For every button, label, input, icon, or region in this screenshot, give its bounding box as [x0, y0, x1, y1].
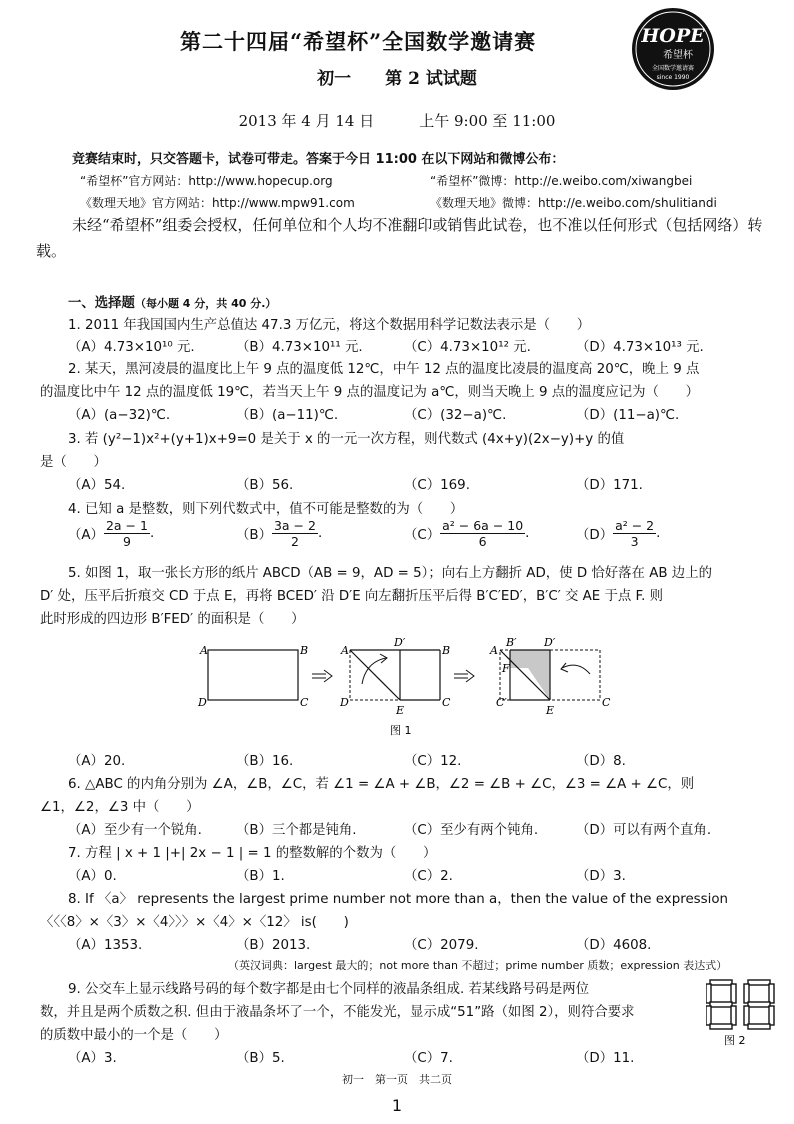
q9-option-a: （A）3.: [68, 1051, 117, 1066]
q6-option-a: （A）至少有一个锐角.: [68, 823, 202, 838]
q7-option-d: （D）3.: [576, 869, 626, 884]
fig1-arrow-1-icon: [312, 670, 332, 682]
q4-option-a: [68, 518, 154, 549]
digit-left: [706, 980, 736, 1029]
section-heading: [68, 292, 276, 311]
q3-option-c: （C）169.: [404, 478, 470, 493]
notice-text: 竞赛结束时，只交答题卡，试卷可带走。答案于今日 11:00 在以下网站和微博公布：: [72, 152, 565, 167]
segment-right-upper-left: [744, 984, 749, 1003]
q8-option-b: （B）2013.: [236, 938, 311, 953]
figure-1: [190, 632, 620, 742]
q4-b-numerator: 3a − 2: [273, 518, 316, 533]
q5-stem-line1: 5. 如图 1，取一张长方形的纸片 ABCD（AB = 9，AD = 5）；向右上方翻折 AD，使 D 恰好落在 AB 边上的: [68, 566, 712, 581]
q2-stem-line1: 2. 某天，黑河凌晨的温度比上午 9 点的温度低 12℃，中午 12 点的温度比凌晨的温度高 20℃，晚上 9 点: [68, 362, 700, 377]
fig1-label-dprime: D′: [394, 636, 406, 649]
q5-stem-line2: D′ 处，压平后折痕交 CD 于点 E，再将 BCED′ 沿 D′E 向左翻折压平后得 B′C′ED′，B′C′ 交 AE 于点 F. 则: [40, 589, 664, 604]
fig1-folded-paper-2: [350, 650, 440, 700]
logo-sub1: 希望杯: [663, 50, 693, 61]
weibo-shulitiandi: 《数理天地》微博：http://e.weibo.com/shulitiandi: [430, 196, 717, 210]
segment-right-lower-left: [744, 1006, 749, 1025]
q4-option-b: [236, 518, 322, 549]
q7-options: [68, 865, 768, 885]
fig1-label-b2: B: [442, 644, 451, 657]
q3-option-b: （B）56.: [236, 478, 294, 493]
fig1-label-a3: A: [490, 644, 498, 657]
q6-stem-line1: 6. △ABC 的内角分别为 ∠A，∠B，∠C，若 ∠1 = ∠A + ∠B，∠2 = ∠B + ∠C，∠3 = ∠A + ∠C，则: [68, 777, 695, 792]
segment-left-upper-left: [706, 984, 711, 1003]
q2-option-d: （D）(11−a)℃.: [576, 408, 680, 423]
q4-a-numerator: 2a − 1: [105, 518, 148, 533]
q8-options: [68, 934, 768, 954]
q5-options: [68, 750, 768, 770]
exam-subtitle: 初一 第 2 试试题: [317, 69, 477, 89]
q7-option-a: （A）0.: [68, 869, 117, 884]
fig1-label-c2: C: [442, 696, 451, 709]
fig1-label-bprime: B′: [506, 636, 517, 649]
q4-d-period: .: [656, 526, 661, 541]
q4-options: [68, 518, 768, 554]
q3-stem-line1: 3. 若 (y²−1)x²+(y+1)x+9=0 是关于 x 的一元一次方程，则代数式 (4x+y)(2x−y)+y 的值: [68, 432, 625, 447]
q9-option-b: （B）5.: [236, 1051, 285, 1066]
fig1-label-d2: D: [340, 696, 349, 709]
logo-text: HOPE: [641, 25, 705, 47]
figure-1-caption: 图 1: [390, 724, 412, 737]
q4-d-numerator: a² − 2: [615, 518, 655, 533]
q2-stem-line2: 的温度比中午 12 点的温度低 19℃，若当天上午 9 点的温度记为 a℃，则当天晚上 9 点的温度应记为（ ）: [40, 385, 700, 400]
q4-option-d-label: （D）: [576, 528, 614, 543]
q9-stem-line3: 的质数中最小的一个是（ ）: [40, 1028, 228, 1043]
exam-date: 2013 年 4 月 14 日 上午 9:00 至 11:00: [238, 112, 556, 130]
q8-option-d: （D）4608.: [576, 938, 652, 953]
segment-right-bottom: [748, 1024, 770, 1029]
q8-glossary: （英汉词典：largest 最大的；not more than 不超过；prime number 质数；expression 表达式）: [228, 959, 728, 972]
q4-option-a-label: （A）: [68, 528, 104, 543]
q4-option-b-fraction: [272, 518, 318, 549]
section-heading-note: （每小题 4 分，共 40 分.）: [134, 297, 277, 310]
section-heading-text: 一、选择题: [68, 296, 135, 311]
q9-stem-line2: 数，并且是两个质数之积. 但由于液晶条坏了一个，不能发光，显示成“51”路（如图 2），则符合要求: [40, 1005, 635, 1020]
site-shulitiandi: 《数理天地》官方网站：http://www.mpw91.com: [80, 196, 355, 210]
q2-option-b: （B）(a−11)℃.: [236, 408, 339, 423]
fig1-folded-paper-3: [500, 650, 600, 700]
fig1-label-f: F: [502, 662, 510, 675]
figure-2-seven-segment-display: [706, 978, 778, 1046]
q4-option-c: [404, 518, 529, 549]
q1-option-b: （B）4.73×10¹¹ 元.: [236, 340, 363, 355]
q4-option-c-label: （C）: [404, 528, 441, 543]
segment-right-lower-right: [769, 1006, 774, 1025]
q3-options: [68, 474, 768, 494]
q3-stem-line2: 是（ ）: [40, 455, 107, 470]
fig1-label-cprime: C′: [496, 696, 507, 709]
q1-option-d: （D）4.73×10¹³ 元.: [576, 340, 704, 355]
q1-options: [68, 336, 768, 356]
q4-c-denominator: 6: [478, 534, 487, 549]
q7-option-c: （C）2.: [404, 869, 453, 884]
segment-left-lower-right: [731, 1006, 736, 1025]
q4-option-c-fraction: [440, 518, 525, 549]
logo-sub3: since 1990: [656, 74, 690, 81]
exam-title: 第二十四届“希望杯”全国数学邀请赛: [180, 29, 537, 54]
q4-a-denominator: 9: [122, 534, 131, 549]
fig1-label-b: B: [300, 644, 309, 657]
logo-sub2: 全国数学邀请赛: [651, 65, 695, 72]
q5-option-d: （D）8.: [576, 754, 626, 769]
q4-b-period: .: [317, 526, 323, 541]
q4-option-b-label: （B）: [236, 528, 272, 543]
fig1-label-a2: A: [341, 644, 349, 657]
segment-right-top: [748, 980, 770, 985]
q2-option-a: （A）(a−32)℃.: [68, 408, 171, 423]
segment-left-bottom: [710, 1024, 732, 1029]
fig1-rectangle-abcd: [208, 650, 298, 700]
page-footer: 初一 第一页 共二页: [342, 1073, 452, 1086]
site-official: “希望杯”官方网站：http://www.hopecup.org: [80, 174, 333, 188]
q9-options: [68, 1047, 768, 1067]
q8-option-c: （C）2079.: [404, 938, 479, 953]
q1-option-c: （C）4.73×10¹² 元.: [404, 340, 531, 355]
q2-options: [68, 404, 768, 424]
figure-2-caption: 图 2: [724, 1034, 746, 1046]
weibo-official: “希望杯”微博：http://e.weibo.com/xiwangbei: [430, 174, 693, 188]
segment-left-upper-right: [731, 984, 736, 1003]
segment-left-lower-left: [706, 1006, 711, 1025]
q1-stem: 1. 2011 年我国国内生产总值达 47.3 万亿元，将这个数据用科学记数法表示是（ ）: [68, 318, 591, 333]
q9-option-d: （D）11.: [576, 1051, 635, 1066]
q3-option-d: （D）171.: [576, 478, 643, 493]
segment-right-middle: [748, 1002, 770, 1007]
q5-option-a: （A）20.: [68, 754, 126, 769]
fig1-label-a: A: [200, 644, 208, 657]
q8-stem-line1: 8. If 〈a〉 represents the largest prime number not more than a，then the value of the expression: [68, 892, 729, 907]
q3-option-a: （A）54.: [68, 478, 126, 493]
digit-right: [744, 980, 774, 1029]
q4-stem: 4. 已知 a 是整数，则下列代数式中，值不可能是整数的为（ ）: [68, 502, 464, 517]
segment-left-middle: [710, 1002, 732, 1007]
q6-option-b: （B）三个都是钝角.: [236, 823, 357, 838]
q4-option-d-fraction: [613, 518, 656, 549]
q4-c-numerator: a² − 6a − 10: [442, 518, 524, 533]
fig1-label-d: D: [198, 696, 207, 709]
q4-c-period: .: [525, 526, 530, 541]
q4-d-denominator: 3: [630, 534, 639, 549]
segment-left-top: [710, 980, 732, 985]
fig1-label-c: C: [300, 696, 309, 709]
fig1-label-e: E: [396, 704, 405, 717]
q6-options: [68, 819, 768, 839]
q4-option-a-fraction: [104, 518, 150, 549]
q5-option-b: （B）16.: [236, 754, 294, 769]
q1-option-a: （A）4.73×10¹⁰ 元.: [68, 340, 195, 355]
q2-option-c: （C）(32−a)℃.: [404, 408, 507, 423]
segment-right-upper-right: [769, 984, 774, 1003]
q4-a-period: .: [149, 526, 155, 541]
q8-option-a: （A）1353.: [68, 938, 143, 953]
q6-option-c: （C）至少有两个钝角.: [404, 823, 539, 838]
q7-stem: 7. 方程 | x + 1 |+| 2x − 1 | = 1 的整数解的个数为（ ）: [68, 846, 437, 861]
q5-stem-line3: 此时形成的四边形 B′FED′ 的面积是（ ）: [40, 612, 305, 627]
fig1-arrow-2-icon: [454, 670, 474, 682]
fig1-label-e3: E: [546, 704, 555, 717]
q6-option-d: （D）可以有两个直角.: [576, 823, 712, 838]
fig1-label-dprime3: D′: [544, 636, 556, 649]
q6-stem-line2: ∠1，∠2，∠3 中（ ）: [40, 800, 200, 815]
copyright-notice: 未经“希望杯”组委会授权，任何单位和个人均不准翻印或销售此试卷，也不准以任何形式（包括网络）转载。: [36, 216, 763, 260]
q4-option-d: [576, 518, 660, 549]
q7-option-b: （B）1.: [236, 869, 285, 884]
fig1-label-c3: C: [602, 696, 611, 709]
q4-b-denominator: 2: [290, 534, 299, 549]
q9-stem-line1: 9. 公交车上显示线路号码的每个数字都是由七个同样的液晶条组成. 若某线路号码是两位: [68, 982, 589, 997]
q8-stem-line2: 〈〈〈8〉×〈3〉×〈4〉〉〉×〈4〉×〈12〉 is( ): [40, 915, 349, 930]
q9-option-c: （C）7.: [404, 1051, 453, 1066]
q5-option-c: （C）12.: [404, 754, 462, 769]
page-number: 1: [391, 1096, 403, 1115]
